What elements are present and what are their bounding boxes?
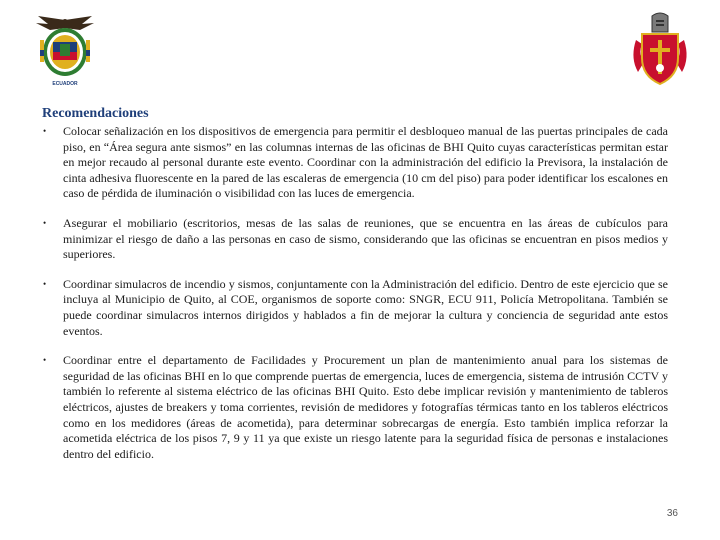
list-item (42, 277, 668, 339)
bullet-icon: • (43, 217, 47, 228)
recommendation-text: Asegurar el mobiliario (escritorios, mesas de las salas de reuniones, que se encuentra en las áreas de cubículos para minimizar el riesgo de daño a las personas en caso de sismo, considerando que las oficinas se encuentran en pisos medios y superiores. (63, 215, 668, 262)
bullet-icon: • (43, 355, 47, 366)
list-item (42, 124, 668, 202)
ecuador-coat-of-arms-logo (34, 14, 96, 88)
section-title: Recomendaciones (42, 106, 149, 121)
bullet-icon: • (43, 126, 47, 136)
list-item (42, 216, 668, 263)
recommendation-text: Colocar señalización en los dispositivos de emergencia para permitir el desbloqueo manual de las puertas principales de cada piso, en “Área segura ante sismos” en las columnas internas de las oficinas de BHI Quito cuyas características permitan estar en mejor recaudo al personal durante este evento. Coordinar con la administración del edificio la Previsora, la instalación de cinta adhesiva fluorescente en la pared de las escaleras de emergencia (10 cm del piso) para poder identificar los escalones en caso de pérdida de iluminación o visibilidad con las luces de emergencia. (63, 124, 668, 201)
recommendation-text: Coordinar entre el departamento de Facilidades y Procurement un plan de mantenimiento anual para los sistemas de seguridad de las oficinas BHI en lo que comprende puertas de emergencia, luces de emergencia, sistema de intrusión CCTV y también lo referente al sistema eléctrico de las oficinas BHI Quito. Esto debe implicar revisión y mantenimiento de tableros eléctricos, ajustes de breakers y toma corrientes, revisión de medidores y fotografías térmicas tanto en los tableros eléctricos como en los medidores (áreas de acometida), para determinar sobrecargas de energía. Esto también implica reforzar la acometida eléctrica de los pisos 7, 9 y 11 ya que existe un riesgo latente para la seguridad física de personas e instalaciones dentro del edificio. (63, 353, 668, 461)
list-item (42, 353, 668, 462)
heraldic-shield-logo (628, 10, 692, 88)
page-number: 36 (666, 508, 678, 519)
bullet-icon: • (43, 278, 47, 289)
recommendation-text: Coordinar simulacros de incendio y sismos, conjuntamente con la Administración del edificio. Dentro de este ejercicio que se incluya al Municipio de Quito, al COE, organismos de soporte como: SNGR, ECU 911, Policía Metropolitana. También se puede coordinar simulacros internos dirigidos y hablados a fin de mejorar la cultura y conciencia de seguridad ante estos eventos. (63, 276, 668, 338)
logo-caption: ECUADOR (52, 81, 78, 87)
knight-helmet-icon (652, 13, 668, 32)
recommendations-list (42, 124, 668, 476)
